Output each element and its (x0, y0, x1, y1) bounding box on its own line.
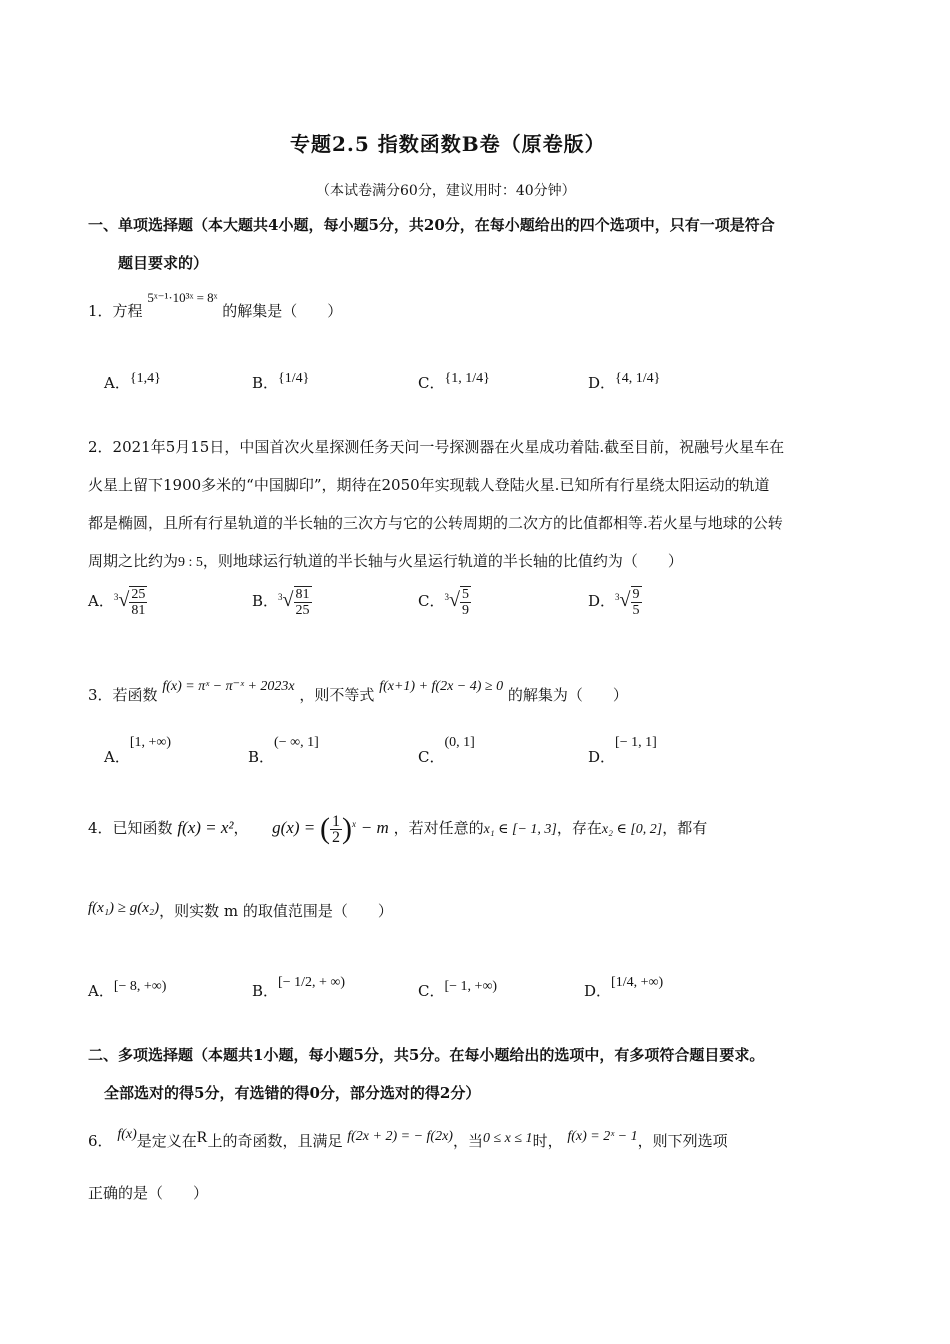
option-value: [− 1/2, + ∞) (278, 975, 346, 990)
q4-x1-range: x₁ ∈ [− 1, 3] (483, 822, 557, 837)
q6-equation: f(2x + 2) = − f(2x) (347, 1129, 453, 1144)
q6-text3: ，当 (452, 1132, 483, 1150)
option-label: B． (252, 374, 279, 392)
q6-line2: 正确的是（ ） (88, 1184, 209, 1202)
q6-real-set: R (196, 1129, 208, 1146)
option-label: D． (588, 748, 616, 766)
option-label: C． (418, 374, 445, 392)
option-value: [− 8, +∞) (113, 979, 167, 994)
option-label: C． (418, 748, 445, 766)
q6-text2: 上的奇函数，且满足 (207, 1132, 343, 1150)
q4-mid2: ，存在 (556, 819, 602, 837)
option-label: C． (418, 982, 445, 1000)
q3-tail: 的解集为（ ） (507, 686, 628, 704)
q4-half-num: 1 (332, 812, 340, 830)
option-label: A． (104, 374, 130, 392)
q4-comma: ， (233, 819, 249, 837)
q3-inequality: f(x+1) + f(2x − 4) ≥ 0 (379, 679, 504, 694)
q3-option-b[interactable] (248, 735, 319, 767)
q3-mid: ，则不等式 (299, 686, 375, 704)
option-numerator: 25 (131, 587, 146, 602)
option-label: B． (248, 748, 275, 766)
q1-option-a[interactable] (104, 372, 161, 393)
q2-option-c[interactable]: C．$^3$√ $\frac{5}{9}$ (418, 587, 469, 618)
section1-heading: 一、单项选择题（本大题共4小题，每小题5分，共20分，在每小题给出的四个选项中，只有一项是符合 (88, 216, 775, 234)
q2-option-a[interactable]: A．$^3$√ $\frac{25}{81}$ (88, 587, 146, 618)
option-value: {4, 1/4} (615, 371, 661, 386)
q4-g-lhs: g(x) = (272, 818, 316, 837)
q2-line4-end: ，则地球运行轨道的半长轴与火星运行轨道的半长轴的比值约为（ ） (202, 552, 683, 570)
option-value: {1,4} (129, 371, 161, 386)
option-value: (0, 1] (444, 735, 475, 750)
q1-equation: 5ˣ⁻¹·10³ˣ = 8ˣ (147, 290, 218, 305)
option-label: D． (588, 592, 616, 610)
section2-heading-cont: 全部选对的得5分，有选错的得0分，部分选对的得2分） (104, 1084, 481, 1102)
q4-condition: f(x₁) ≥ g(x₂) (88, 900, 160, 916)
q4-f-def: f(x) = x² (177, 818, 234, 837)
option-denominator: 5 (632, 603, 640, 618)
option-label: D． (588, 374, 616, 392)
q2-line2: 火星上留下1900多米的“中国脚印”，期待在2050年实现载人登陆火星.已知所有行星绕太阳运动的轨道 (88, 476, 770, 494)
q3-number: 3．若函数 (88, 686, 158, 704)
q4-g-tail: − m (360, 818, 389, 837)
q6-text5: ，则下列选项 (637, 1132, 728, 1150)
option-value: (− ∞, 1] (274, 735, 319, 750)
option-denominator: 81 (131, 603, 146, 618)
q1-option-c[interactable] (418, 372, 490, 393)
q2-line4-start: 周期之比约为 (88, 552, 179, 570)
page-title: 专题2.5 指数函数B卷（原卷版） (290, 132, 606, 156)
q4-half-den: 2 (332, 828, 340, 846)
option-denominator: 25 (295, 603, 310, 618)
q4-option-a[interactable] (88, 980, 166, 1001)
option-label: B． (252, 592, 279, 610)
option-label: A． (88, 592, 114, 610)
section2-heading: 二、多项选择题（本题共1小题，每小题5分，共5分。在每小题给出的选项中，有多项符合题目要求。 (88, 1046, 765, 1064)
option-label: B． (252, 982, 279, 1000)
q4-line2 (88, 900, 393, 921)
q3-function: f(x) = πˣ − π⁻ˣ + 2023x (162, 679, 295, 694)
section1-heading-cont: 题目要求的） (118, 254, 209, 272)
option-label: C． (418, 592, 445, 610)
question-6 (88, 1127, 728, 1151)
q4-number: 4．已知函数 (88, 819, 173, 837)
q4-option-d[interactable] (584, 975, 664, 1001)
q6-number: 6． (88, 1132, 113, 1150)
q6-range: 0 ≤ x ≤ 1 (482, 1131, 533, 1146)
q2-option-b[interactable]: B．$^3$√ $\frac{81}{25}$ (252, 587, 310, 618)
q1-option-d[interactable] (588, 372, 660, 393)
option-numerator: 9 (632, 587, 640, 602)
q4-mid1: ，若对任意的 (393, 819, 484, 837)
option-label: A． (104, 748, 130, 766)
option-label: D． (584, 982, 612, 1000)
option-label: A． (88, 982, 114, 1000)
q6-definition: f(x) = 2ˣ − 1 (567, 1129, 638, 1144)
q2-line4 (88, 550, 683, 571)
q3-option-a[interactable] (104, 735, 172, 767)
page-subtitle: （本试卷满分60分，建议用时：40分钟） (316, 183, 576, 199)
q2-option-d[interactable]: D．$^3$√ $\frac{9}{5}$ (588, 587, 640, 618)
option-value: {1, 1/4} (444, 371, 490, 386)
q4-option-c[interactable] (418, 980, 497, 1001)
q2-line1: 2．2021年5月15日，中国首次火星探测任务天问一号探测器在火星成功着陆.截至目前，祝融号火星车在 (88, 438, 785, 456)
option-numerator: 81 (295, 587, 310, 602)
q4-x2-range: x₂ ∈ [0, 2] (601, 822, 663, 837)
option-value: [1, +∞) (129, 735, 172, 750)
q6-fx: f(x) (117, 1127, 137, 1142)
question-4: 4．已知函数 f(x) = x²， g(x) = ( $\frac{1}{2}$ )$^x$ − m ，若对任意的x₁ ∈ [− 1, 3]，存在x₂ ∈ [0, 2]，都有 (88, 812, 708, 846)
q2-line3: 都是椭圆，且所有行星轨道的半长轴的三次方与它的公转周期的二次方的比值都相等.若火星与地球的公转 (88, 514, 783, 532)
option-denominator: 9 (461, 603, 469, 618)
q4-option-b[interactable] (252, 975, 346, 1001)
option-value: {1/4} (278, 371, 310, 386)
option-value: [1/4, +∞) (611, 975, 664, 990)
question-1 (88, 290, 343, 321)
option-numerator: 5 (461, 587, 469, 602)
q2-ratio: 9 : 5 (178, 555, 203, 570)
q6-text4: 时， (532, 1132, 563, 1150)
q4-line2-tail: ，则实数 m 的取值范围是（ ） (159, 902, 393, 920)
q1-number: 1．方程 (88, 302, 143, 320)
q1-stem-tail: 的解集是（ ） (222, 302, 343, 320)
q1-option-b[interactable] (252, 372, 309, 393)
q6-text1: 是定义在 (136, 1132, 197, 1150)
q4-mid3: ，都有 (662, 819, 708, 837)
option-value: [− 1, 1] (615, 735, 657, 750)
q3-option-d[interactable] (588, 735, 657, 767)
q3-option-c[interactable] (418, 735, 475, 767)
question-3 (88, 679, 628, 705)
option-value: [− 1, +∞) (444, 979, 498, 994)
